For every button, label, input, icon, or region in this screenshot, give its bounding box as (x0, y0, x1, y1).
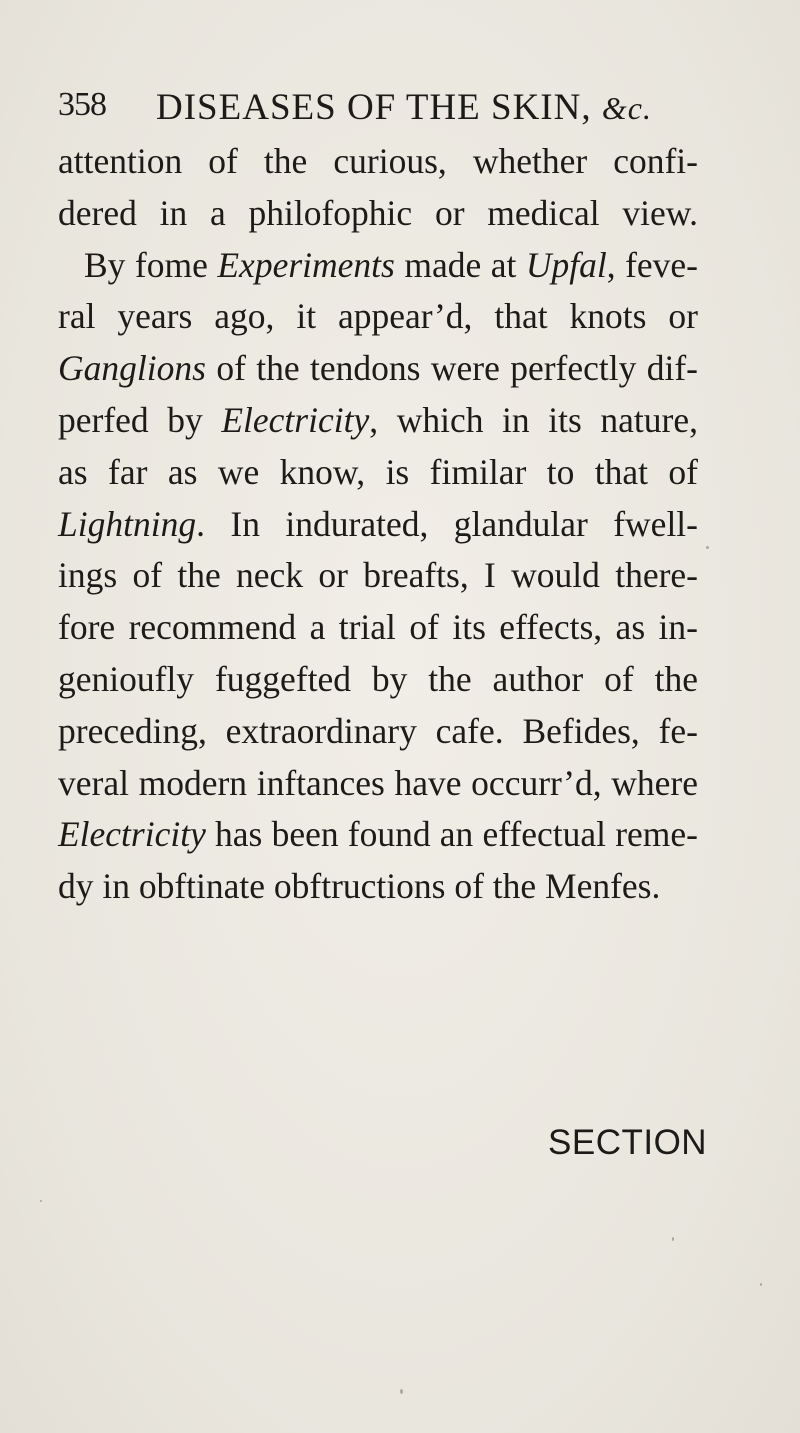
page-header (58, 78, 698, 128)
text-line: ral years ago, it appear’d, that knots or (58, 296, 698, 337)
page-number: 358 (58, 86, 106, 123)
italic-term: Upfal (525, 244, 607, 285)
line-segment: . In indurated, glandular fwell- (196, 503, 698, 544)
text-line: dered in a philofophic or medical view. (58, 192, 698, 233)
line-segment: of the tendons were perfectly dif- (205, 348, 698, 389)
paper-blemish (40, 1200, 42, 1202)
italic-term: Experiments (217, 244, 395, 285)
line-segment: has been found an effectual reme- (205, 814, 698, 855)
running-head-etc: &c. (601, 90, 652, 126)
line-segment: By fome (84, 244, 218, 285)
paper-blemish (760, 1283, 762, 1286)
line-segment: , which in its nature, (369, 399, 698, 440)
text-line (58, 809, 698, 861)
text-line: ings of the neck or breafts, I would there- (58, 555, 698, 596)
text-line: attention of the curious, whether confi- (58, 141, 698, 181)
italic-term: Electricity (221, 399, 370, 440)
text-line (58, 395, 698, 447)
text-line: as far as we know, is fimilar to that of (58, 451, 698, 492)
text-line (58, 240, 698, 292)
text-line: genioufly fuggefted by the author of the (58, 658, 698, 699)
text-line: preceding, extraordinary cafe. Befides, fe- (58, 710, 698, 751)
text-line: veral modern inftances have occurr’d, where (58, 762, 698, 803)
catchword: SECTION (548, 1123, 708, 1162)
paper-blemish (706, 546, 709, 549)
paper-blemish (672, 1237, 674, 1241)
body-text (58, 136, 698, 913)
text-line (58, 499, 698, 551)
italic-term: Ganglions (58, 348, 206, 389)
paper-blemish (400, 1389, 403, 1394)
line-segment: perfed by (58, 399, 222, 440)
text-line: dy in obftinate obftructions of the Menfes. (58, 866, 661, 907)
running-head (156, 86, 652, 129)
running-head-title: DISEASES OF THE SKIN, (156, 87, 592, 128)
text-line: fore recommend a trial of its effects, as in- (58, 607, 698, 648)
line-segment: made at (394, 244, 526, 285)
text-line (58, 343, 698, 395)
italic-term: Electricity (58, 814, 206, 855)
italic-term: Lightning (58, 503, 197, 544)
line-segment: , feve- (606, 244, 698, 285)
